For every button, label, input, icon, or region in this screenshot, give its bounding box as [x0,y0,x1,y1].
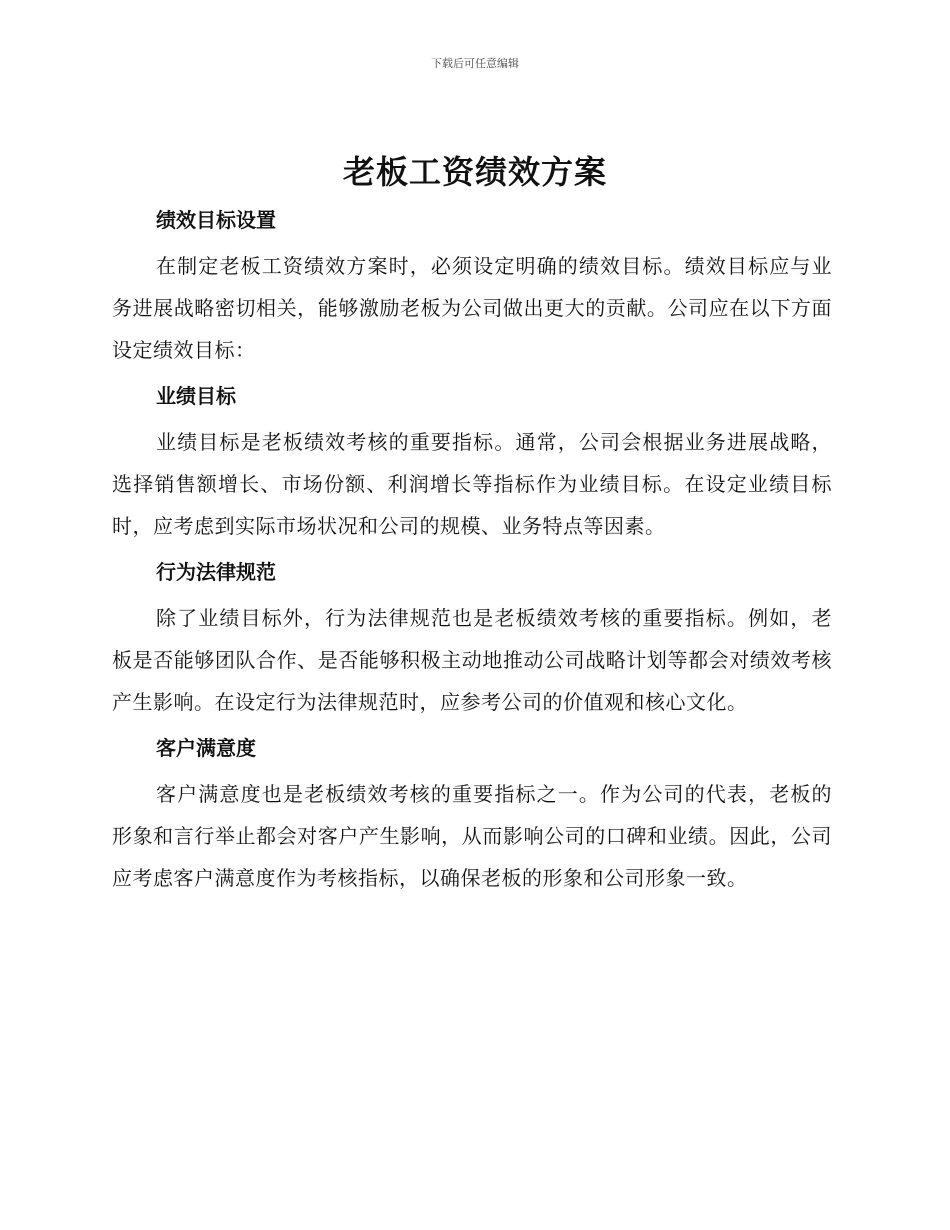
document-body [112,200,832,904]
section-paragraph: 除了业绩目标外，行为法律规范也是老板绩效考核的重要指标。例如，老板是否能够团队合作、是否能够积极主动地推动公司战略计划等都会对绩效考核产生影响。在设定行为法律规范时，应参考公司的价值观和核心文化。 [112,606,832,714]
header-note: 下载后可任意编辑 [431,57,519,70]
section-heading: 绩效目标设置 [156,208,276,232]
section-heading: 客户满意度 [156,736,256,760]
section-conduct-norms [112,552,832,723]
section-paragraph: 客户满意度也是老板绩效考核的重要指标之一。作为公司的代表，老板的形象和言行举止都会对客户产生影响，从而影响公司的口碑和业绩。因此，公司应考虑客户满意度作为考核指标，以确保老板的形象和公司形象一致。 [112,782,832,890]
section-business-goals [112,376,832,547]
section-customer-satisfaction [112,728,832,899]
document-title: 老板工资绩效方案 [342,153,607,191]
section-performance-goals [112,200,832,371]
section-paragraph: 业绩目标是老板绩效考核的重要指标。通常，公司会根据业务进展战略，选择销售额增长、市场份额、利润增长等指标作为业绩目标。在设定业绩目标时，应考虑到实际市场状况和公司的规模、业务特点等因素。 [112,430,832,538]
section-heading: 业绩目标 [156,384,236,408]
section-heading: 行为法律规范 [156,560,276,584]
section-paragraph: 在制定老板工资绩效方案时，必须设定明确的绩效目标。绩效目标应与业务进展战略密切相关，能够激励老板为公司做出更大的贡献。公司应在以下方面设定绩效目标： [112,254,832,362]
